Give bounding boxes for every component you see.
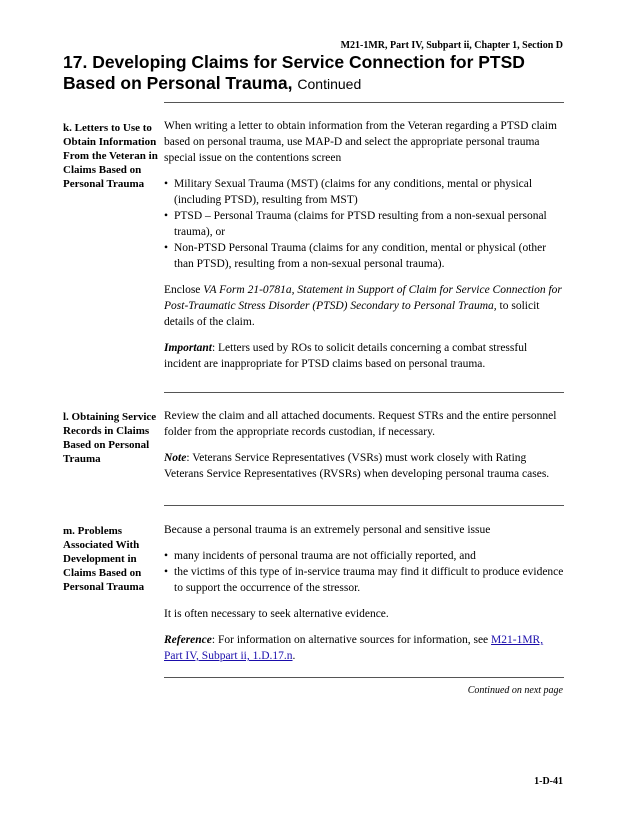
continued-on-next-page: Continued on next page xyxy=(467,685,563,696)
block-k-content xyxy=(164,118,564,372)
section-title xyxy=(63,52,563,95)
block-m-bullet-list xyxy=(164,548,564,596)
divider-rule xyxy=(164,102,564,103)
page-number: 1-D-41 xyxy=(534,776,563,787)
block-l-content xyxy=(164,408,564,482)
divider-rule xyxy=(164,392,564,393)
block-m-intro: Because a personal trauma is an extremely personal and sensitive issue xyxy=(164,524,491,536)
block-k-enclose: Enclose VA Form 21-0781a, Statement in Support of Claim for Service Connection for Post-Traumatic Stress Disorder (PTSD) Secondary to Personal Trauma, to solicit details of the claim. xyxy=(164,284,562,328)
divider-rule xyxy=(164,505,564,506)
document-reference-header: M21-1MR, Part IV, Subpart ii, Chapter 1, Section D xyxy=(340,40,563,51)
block-m-label: m. Problems Associated With Development in Claims Based on Personal Trauma xyxy=(63,525,145,593)
divider-rule xyxy=(164,677,564,678)
form-name: VA Form 21-0781a, Statement in Support of Claim for Service Connection for Post-Traumatic Stress Disorder (PTSD) Secondary to Personal Trauma, xyxy=(164,284,562,312)
section-title-continued: Continued xyxy=(297,76,362,92)
section-title-main: 17. Developing Claims for Service Connection for PTSD Based on Personal Trauma, xyxy=(63,52,525,93)
list-item: • many incidents of personal trauma are not officially reported, and xyxy=(164,550,476,562)
block-l-label: l. Obtaining Service Records in Claims Based on Personal Trauma xyxy=(63,411,157,465)
block-k-important: Important: Letters used by ROs to solicit details concerning a combat stressful incident are inappropriate for PTSD claims based on personal trauma. xyxy=(164,342,528,370)
block-k-intro: When writing a letter to obtain information from the Veteran regarding a PTSD claim based on personal trauma, use MAP-D and select the appropriate personal trauma special issue on the contentions screen xyxy=(164,120,557,164)
block-k-label: k. Letters to Use to Obtain Information From the Veteran in Claims Based on Personal Trauma xyxy=(63,122,158,190)
block-m-content xyxy=(164,522,564,664)
list-item: • the victims of this type of in-service trauma may find it difficult to produce evidence to support the occurrence of the stressor. xyxy=(164,566,564,594)
block-m-reference: Reference: For information on alternative sources for information, see M21-1MR, Part IV, Subpart ii, 1.D.17.n. xyxy=(164,634,544,662)
block-k-bullet-list xyxy=(164,176,564,272)
list-item: • PTSD – Personal Trauma (claims for PTSD resulting from a non-sexual personal trauma), or xyxy=(164,210,547,238)
list-item: • Non-PTSD Personal Trauma (claims for any condition, mental or physical (other than PTSD), resulting from a non-sexual personal trauma). xyxy=(164,242,547,270)
block-m-followup: It is often necessary to seek alternative evidence. xyxy=(164,608,389,620)
reference-link[interactable]: M21-1MR, Part IV, Subpart ii, 1.D.17.n xyxy=(164,634,544,662)
block-l-intro: Review the claim and all attached documents. Request STRs and the entire personnel folder from the appropriate records custodian, if necessary. xyxy=(164,410,557,438)
block-l-note: Note: Veterans Service Representatives (VSRs) must work closely with Rating Veterans Service Representatives (RVSRs) when developing personal trauma cases. xyxy=(164,452,550,480)
list-item: • Military Sexual Trauma (MST) (claims for any conditions, mental or physical (including PTSD), resulting from MST) xyxy=(164,178,533,206)
